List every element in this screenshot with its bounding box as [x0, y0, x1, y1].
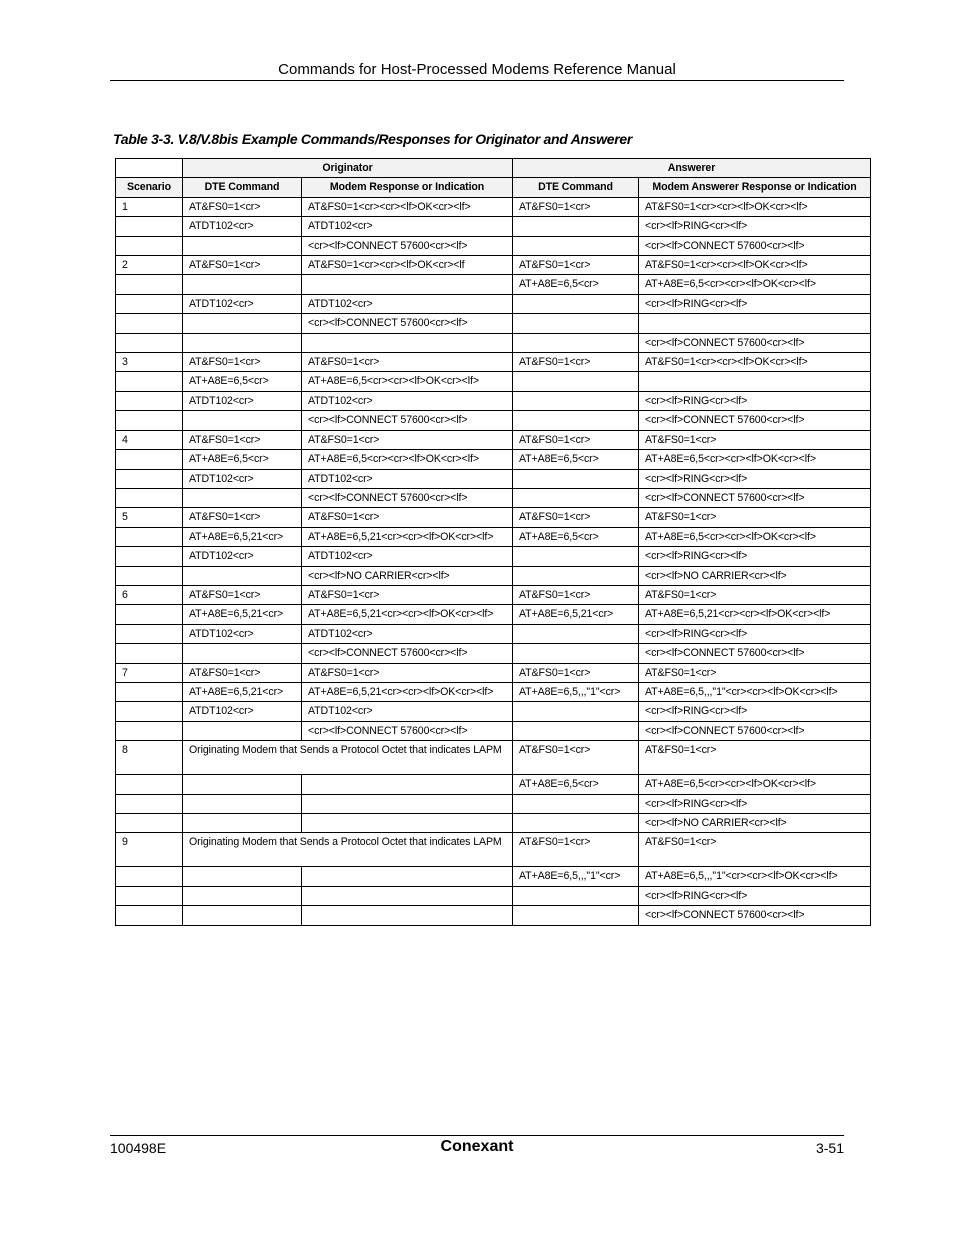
originator-response-cell: ATDT102<cr> [302, 294, 513, 313]
originator-dte-command-cell: AT&FS0=1<cr> [183, 430, 302, 449]
originator-dte-command-cell: AT&FS0=1<cr> [183, 197, 302, 216]
scenario-cell: 7 [116, 663, 183, 682]
originator-dte-command-cell [183, 411, 302, 430]
originator-response-cell: ATDT102<cr> [302, 217, 513, 236]
scenario-cell: 2 [116, 256, 183, 275]
answerer-response-cell: <cr><lf>CONNECT 57600<cr><lf> [639, 644, 871, 663]
table-row [116, 906, 871, 925]
answerer-response-cell: AT&FS0=1<cr> [639, 430, 871, 449]
answerer-dte-command-cell: AT+A8E=6,5,21<cr> [513, 605, 639, 624]
originator-dte-command-cell: ATDT102<cr> [183, 702, 302, 721]
originator-response-cell [302, 275, 513, 294]
scenario-cell [116, 391, 183, 410]
scenario-cell [116, 488, 183, 507]
originator-response-cell: AT+A8E=6,5<cr><cr><lf>OK<cr><lf> [302, 372, 513, 391]
originator-dte-command-cell [183, 906, 302, 925]
answerer-dte-command-cell [513, 644, 639, 663]
originator-dte-command-cell: ATDT102<cr> [183, 469, 302, 488]
originator-dte-command-cell [183, 275, 302, 294]
scenario-cell [116, 644, 183, 663]
table-row [116, 275, 871, 294]
table-row [116, 294, 871, 313]
originator-dte-command-cell [183, 644, 302, 663]
answerer-response-cell: <cr><lf>CONNECT 57600<cr><lf> [639, 488, 871, 507]
answerer-dte-command-cell [513, 333, 639, 352]
originator-response-cell: AT+A8E=6,5,21<cr><cr><lf>OK<cr><lf> [302, 527, 513, 546]
originator-dte-command-cell: ATDT102<cr> [183, 391, 302, 410]
answerer-dte-command-cell [513, 906, 639, 925]
originator-response-cell: ATDT102<cr> [302, 547, 513, 566]
answerer-response-cell: <cr><lf>RING<cr><lf> [639, 794, 871, 813]
originator-response-cell: ATDT102<cr> [302, 702, 513, 721]
answerer-response-cell: <cr><lf>RING<cr><lf> [639, 391, 871, 410]
originator-description-cell: Originating Modem that Sends a Protocol Octet that indicates LAPM [183, 741, 513, 775]
answerer-dte-command-cell [513, 469, 639, 488]
answerer-response-cell: <cr><lf>RING<cr><lf> [639, 547, 871, 566]
table-row [116, 702, 871, 721]
originator-response-cell [302, 867, 513, 886]
table-row [116, 663, 871, 682]
scenario-cell [116, 450, 183, 469]
originator-response-cell [302, 906, 513, 925]
table-row [116, 411, 871, 430]
originator-dte-command-cell: AT&FS0=1<cr> [183, 353, 302, 372]
table-row [116, 430, 871, 449]
answerer-response-cell: AT&FS0=1<cr> [639, 833, 871, 867]
answerer-response-cell: AT&FS0=1<cr> [639, 508, 871, 527]
scenario-cell [116, 547, 183, 566]
originator-dte-command-cell: AT&FS0=1<cr> [183, 663, 302, 682]
table-row [116, 256, 871, 275]
answerer-dte-command-cell [513, 391, 639, 410]
originator-description-cell: Originating Modem that Sends a Protocol Octet that indicates LAPM [183, 833, 513, 867]
answerer-response-cell: AT&FS0=1<cr> [639, 663, 871, 682]
col-scenario-header: Scenario [116, 178, 183, 197]
answerer-dte-command-cell [513, 547, 639, 566]
table-body [116, 197, 871, 925]
answerer-response-cell: AT+A8E=6,5<cr><cr><lf>OK<cr><lf> [639, 450, 871, 469]
answerer-response-cell: AT+A8E=6,5<cr><cr><lf>OK<cr><lf> [639, 775, 871, 794]
answerer-response-cell: <cr><lf>NO CARRIER<cr><lf> [639, 566, 871, 585]
originator-dte-command-cell [183, 775, 302, 794]
answerer-dte-command-cell [513, 814, 639, 833]
answerer-dte-command-cell [513, 314, 639, 333]
table-caption: Table 3-3. V.8/V.8bis Example Commands/Responses for Originator and Answerer [113, 131, 632, 147]
answerer-response-cell: <cr><lf>RING<cr><lf> [639, 702, 871, 721]
originator-dte-command-cell: ATDT102<cr> [183, 547, 302, 566]
originator-header: Originator [183, 159, 513, 178]
originator-dte-command-cell: AT&FS0=1<cr> [183, 256, 302, 275]
answerer-dte-command-cell [513, 566, 639, 585]
scenario-cell [116, 275, 183, 294]
footer-divider [110, 1135, 844, 1136]
scenario-cell [116, 721, 183, 740]
scenario-cell [116, 372, 183, 391]
answerer-response-cell: AT+A8E=6,5<cr><cr><lf>OK<cr><lf> [639, 527, 871, 546]
answerer-dte-command-cell: AT&FS0=1<cr> [513, 833, 639, 867]
answerer-dte-command-cell: AT+A8E=6,5<cr> [513, 775, 639, 794]
originator-response-cell: ATDT102<cr> [302, 391, 513, 410]
scenario-cell [116, 236, 183, 255]
originator-response-cell: <cr><lf>CONNECT 57600<cr><lf> [302, 488, 513, 507]
document-number: 100498E [110, 1140, 167, 1156]
originator-dte-command-cell: AT+A8E=6,5<cr> [183, 450, 302, 469]
answerer-dte-command-cell [513, 217, 639, 236]
originator-dte-command-cell [183, 721, 302, 740]
originator-response-cell: AT+A8E=6,5,21<cr><cr><lf>OK<cr><lf> [302, 605, 513, 624]
col-answerer-dte-command-header: DTE Command [513, 178, 639, 197]
originator-dte-command-cell [183, 314, 302, 333]
table-row [116, 585, 871, 604]
originator-dte-command-cell [183, 814, 302, 833]
answerer-dte-command-cell: AT&FS0=1<cr> [513, 663, 639, 682]
answerer-header: Answerer [513, 159, 871, 178]
table-row [116, 353, 871, 372]
table-row [116, 814, 871, 833]
answerer-response-cell: <cr><lf>CONNECT 57600<cr><lf> [639, 236, 871, 255]
originator-response-cell: AT+A8E=6,5<cr><cr><lf>OK<cr><lf> [302, 450, 513, 469]
answerer-response-cell: AT+A8E=6,5,,,"1"<cr><cr><lf>OK<cr><lf> [639, 867, 871, 886]
answerer-response-cell: AT+A8E=6,5<cr><cr><lf>OK<cr><lf> [639, 275, 871, 294]
originator-response-cell [302, 333, 513, 352]
table-row [116, 450, 871, 469]
originator-dte-command-cell: AT&FS0=1<cr> [183, 508, 302, 527]
originator-response-cell: <cr><lf>CONNECT 57600<cr><lf> [302, 644, 513, 663]
table-row [116, 508, 871, 527]
table-row [116, 527, 871, 546]
originator-response-cell: <cr><lf>CONNECT 57600<cr><lf> [302, 314, 513, 333]
scenario-cell [116, 217, 183, 236]
originator-dte-command-cell: AT&FS0=1<cr> [183, 585, 302, 604]
originator-dte-command-cell: AT+A8E=6,5<cr> [183, 372, 302, 391]
scenario-cell [116, 702, 183, 721]
header-divider [110, 80, 844, 81]
originator-response-cell: AT+A8E=6,5,21<cr><cr><lf>OK<cr><lf> [302, 682, 513, 701]
col-answerer-modem-response-header: Modem Answerer Response or Indication [639, 178, 871, 197]
answerer-dte-command-cell: AT&FS0=1<cr> [513, 197, 639, 216]
originator-response-cell [302, 794, 513, 813]
table-row [116, 741, 871, 775]
originator-response-cell: AT&FS0=1<cr><cr><lf>OK<cr><lf [302, 256, 513, 275]
table-row [116, 236, 871, 255]
originator-response-cell: AT&FS0=1<cr> [302, 663, 513, 682]
scenario-cell [116, 794, 183, 813]
answerer-response-cell: AT&FS0=1<cr> [639, 741, 871, 775]
table-row [116, 867, 871, 886]
scenario-cell [116, 527, 183, 546]
originator-dte-command-cell [183, 488, 302, 507]
originator-dte-command-cell [183, 794, 302, 813]
table-row [116, 605, 871, 624]
answerer-dte-command-cell [513, 702, 639, 721]
originator-response-cell: <cr><lf>CONNECT 57600<cr><lf> [302, 721, 513, 740]
table-row [116, 644, 871, 663]
table-row [116, 372, 871, 391]
table-row [116, 197, 871, 216]
answerer-dte-command-cell: AT&FS0=1<cr> [513, 430, 639, 449]
answerer-dte-command-cell: AT+A8E=6,5<cr> [513, 450, 639, 469]
col-originator-dte-command-header: DTE Command [183, 178, 302, 197]
table-row [116, 775, 871, 794]
table-row [116, 794, 871, 813]
answerer-response-cell: AT+A8E=6,5,21<cr><cr><lf>OK<cr><lf> [639, 605, 871, 624]
company-name: Conexant [440, 1138, 514, 1155]
originator-dte-command-cell: AT+A8E=6,5,21<cr> [183, 527, 302, 546]
answerer-response-cell: <cr><lf>CONNECT 57600<cr><lf> [639, 906, 871, 925]
answerer-response-cell: <cr><lf>RING<cr><lf> [639, 469, 871, 488]
answerer-dte-command-cell: AT+A8E=6,5,,,"1"<cr> [513, 867, 639, 886]
answerer-dte-command-cell: AT&FS0=1<cr> [513, 353, 639, 372]
table-row [116, 682, 871, 701]
originator-dte-command-cell [183, 867, 302, 886]
scenario-cell [116, 867, 183, 886]
table-row [116, 833, 871, 867]
originator-dte-command-cell [183, 333, 302, 352]
scenario-cell: 1 [116, 197, 183, 216]
originator-dte-command-cell [183, 886, 302, 905]
originator-dte-command-cell [183, 236, 302, 255]
originator-response-cell: <cr><lf>CONNECT 57600<cr><lf> [302, 411, 513, 430]
scenario-cell: 5 [116, 508, 183, 527]
scenario-cell: 4 [116, 430, 183, 449]
answerer-response-cell: AT&FS0=1<cr> [639, 585, 871, 604]
originator-dte-command-cell [183, 566, 302, 585]
commands-table [115, 158, 871, 926]
scenario-cell [116, 775, 183, 794]
scenario-cell [116, 411, 183, 430]
table-row [116, 391, 871, 410]
answerer-dte-command-cell [513, 488, 639, 507]
page-number: 3-51 [815, 1140, 844, 1156]
page-header: Commands for Host-Processed Modems Reference Manual [278, 61, 676, 78]
originator-dte-command-cell: ATDT102<cr> [183, 624, 302, 643]
answerer-response-cell [639, 314, 871, 333]
scenario-cell [116, 624, 183, 643]
answerer-response-cell: AT&FS0=1<cr><cr><lf>OK<cr><lf> [639, 353, 871, 372]
answerer-dte-command-cell: AT+A8E=6,5<cr> [513, 275, 639, 294]
answerer-dte-command-cell [513, 624, 639, 643]
originator-response-cell: AT&FS0=1<cr> [302, 353, 513, 372]
scenario-cell [116, 682, 183, 701]
scenario-cell [116, 333, 183, 352]
answerer-response-cell [639, 372, 871, 391]
answerer-response-cell: <cr><lf>NO CARRIER<cr><lf> [639, 814, 871, 833]
table-row [116, 547, 871, 566]
table-row [116, 624, 871, 643]
originator-dte-command-cell: ATDT102<cr> [183, 294, 302, 313]
answerer-dte-command-cell [513, 236, 639, 255]
answerer-response-cell: <cr><lf>CONNECT 57600<cr><lf> [639, 721, 871, 740]
answerer-dte-command-cell: AT+A8E=6,5<cr> [513, 527, 639, 546]
col-originator-modem-response-header: Modem Response or Indication [302, 178, 513, 197]
answerer-dte-command-cell [513, 794, 639, 813]
originator-response-cell: AT&FS0=1<cr><cr><lf>OK<cr><lf> [302, 197, 513, 216]
answerer-response-cell: AT&FS0=1<cr><cr><lf>OK<cr><lf> [639, 197, 871, 216]
originator-dte-command-cell: AT+A8E=6,5,21<cr> [183, 605, 302, 624]
table-row [116, 488, 871, 507]
answerer-dte-command-cell [513, 886, 639, 905]
answerer-dte-command-cell [513, 372, 639, 391]
answerer-response-cell: <cr><lf>RING<cr><lf> [639, 624, 871, 643]
scenario-cell [116, 469, 183, 488]
scenario-cell [116, 605, 183, 624]
originator-response-cell [302, 886, 513, 905]
originator-response-cell: <cr><lf>CONNECT 57600<cr><lf> [302, 236, 513, 255]
answerer-response-cell: <cr><lf>RING<cr><lf> [639, 294, 871, 313]
scenario-cell [116, 814, 183, 833]
scenario-cell [116, 566, 183, 585]
answerer-response-cell: AT&FS0=1<cr><cr><lf>OK<cr><lf> [639, 256, 871, 275]
table-row [116, 721, 871, 740]
scenario-cell: 6 [116, 585, 183, 604]
originator-response-cell: <cr><lf>NO CARRIER<cr><lf> [302, 566, 513, 585]
originator-response-cell: AT&FS0=1<cr> [302, 585, 513, 604]
originator-response-cell [302, 814, 513, 833]
answerer-dte-command-cell: AT+A8E=6,5,,,"1"<cr> [513, 682, 639, 701]
answerer-dte-command-cell: AT&FS0=1<cr> [513, 741, 639, 775]
scenario-cell [116, 294, 183, 313]
originator-response-cell: ATDT102<cr> [302, 624, 513, 643]
scenario-cell: 3 [116, 353, 183, 372]
column-header-row [116, 178, 871, 197]
answerer-dte-command-cell: AT&FS0=1<cr> [513, 256, 639, 275]
answerer-dte-command-cell: AT&FS0=1<cr> [513, 508, 639, 527]
answerer-dte-command-cell [513, 294, 639, 313]
originator-response-cell: AT&FS0=1<cr> [302, 430, 513, 449]
scenario-cell [116, 314, 183, 333]
answerer-response-cell: <cr><lf>RING<cr><lf> [639, 886, 871, 905]
scenario-cell [116, 906, 183, 925]
answerer-response-cell: AT+A8E=6,5,,,"1"<cr><cr><lf>OK<cr><lf> [639, 682, 871, 701]
table-row [116, 886, 871, 905]
originator-response-cell [302, 775, 513, 794]
table-row [116, 566, 871, 585]
answerer-response-cell: <cr><lf>CONNECT 57600<cr><lf> [639, 411, 871, 430]
answerer-dte-command-cell: AT&FS0=1<cr> [513, 585, 639, 604]
table-row [116, 333, 871, 352]
table-row [116, 469, 871, 488]
scenario-cell: 8 [116, 741, 183, 775]
scenario-cell: 9 [116, 833, 183, 867]
originator-response-cell: AT&FS0=1<cr> [302, 508, 513, 527]
originator-response-cell: ATDT102<cr> [302, 469, 513, 488]
answerer-response-cell: <cr><lf>RING<cr><lf> [639, 217, 871, 236]
originator-dte-command-cell: AT+A8E=6,5,21<cr> [183, 682, 302, 701]
answerer-dte-command-cell [513, 721, 639, 740]
table-row [116, 314, 871, 333]
answerer-dte-command-cell [513, 411, 639, 430]
originator-dte-command-cell: ATDT102<cr> [183, 217, 302, 236]
group-header-row [116, 159, 871, 178]
scenario-cell [116, 886, 183, 905]
answerer-response-cell: <cr><lf>CONNECT 57600<cr><lf> [639, 333, 871, 352]
table-row [116, 217, 871, 236]
